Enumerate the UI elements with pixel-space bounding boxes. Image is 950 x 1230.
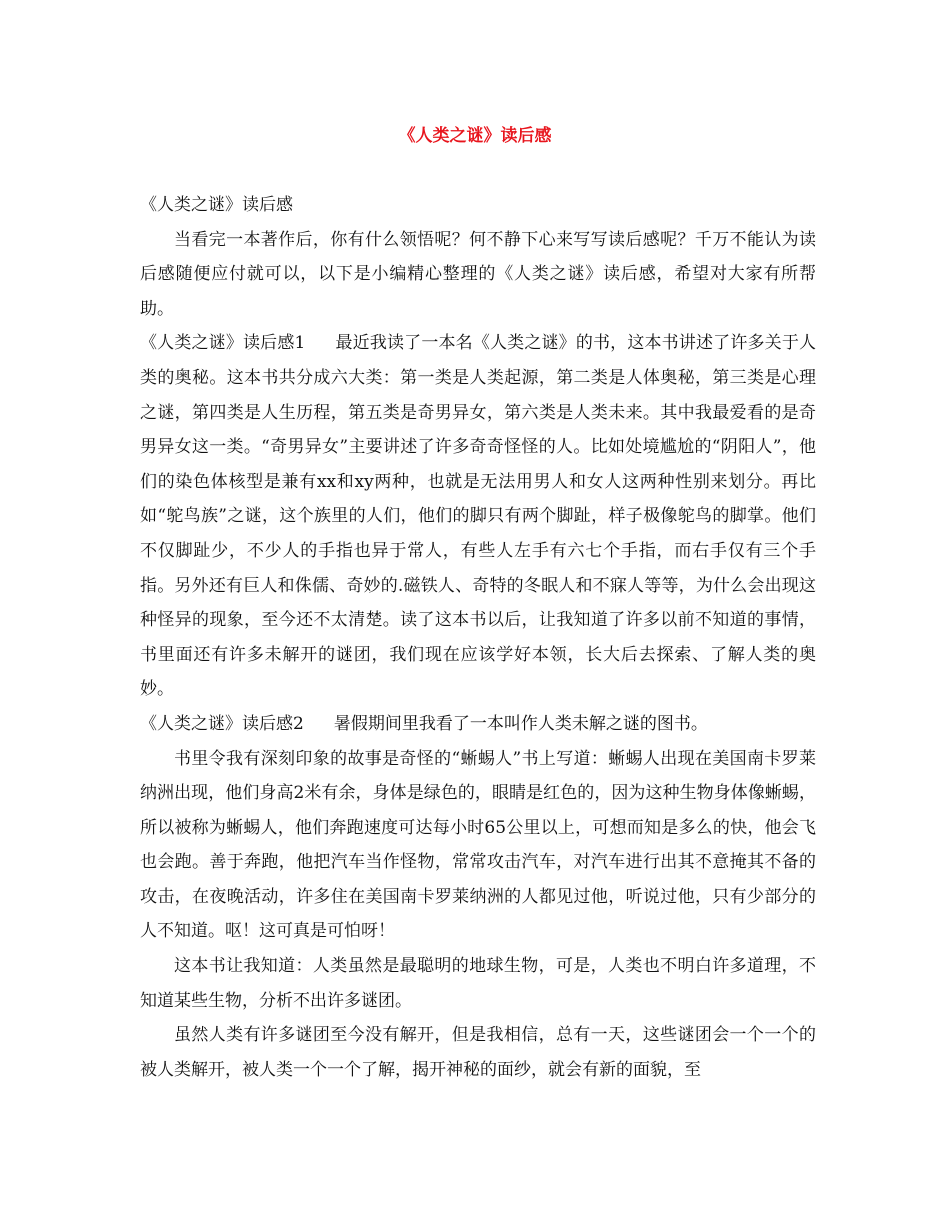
paragraph-intro: 当看完一本著作后，你有什么领悟呢？何不静下心来写写读后感呢？千万不能认为读后感随便应付就可以，以下是小编精心整理的《人类之谜》读后感，希望对大家有所帮助。 (140, 229, 816, 319)
document-title: 《人类之谜》读后感 (398, 126, 552, 146)
paragraph-review-2 (140, 707, 816, 742)
document-body (140, 188, 816, 1087)
review-1-text: 最近我读了一本名《人类之谜》的书，这本书讲述了许多关于人类的奥秘。这本书共分成六大类：第一类是人类起源，第二类是人体奥秘，第三类是心理之谜，第四类是人生历程，第五类是奇男异女，第六类是人类未来。其中我最爱看的是奇男异女这一类。“奇男异女”主要讲述了许多奇奇怪怪的人。比如处境尴尬的“阴阳人”，他们的染色体核型是兼有xx和xy两种，也就是无法用男人和女人这两种性别来划分。再比如“鸵鸟族”之谜，这个族里的人们，他们的脚只有两个脚趾，样子极像鸵鸟的脚掌。他们不仅脚趾少，不少人的手指也异于常人，有些人左手有六七个手指，而右手仅有三个手指。另外还有巨人和侏儒、奇妙的.磁铁人、奇特的冬眠人和不寐人等等，为什么会出现这种怪异的现象，至今还不太清楚。读了这本书以后，让我知道了许多以前不知道的事情，书里面还有许多未解开的谜团，我们现在应该学好本领，长大后去探索、了解人类的奥妙。 (140, 333, 816, 700)
paragraph-subtitle: 《人类之谜》读后感 (140, 195, 293, 215)
paragraph-review-1 (140, 326, 816, 707)
review-2-text: 暑假期间里我看了一本叫作人类未解之谜的图书。 (333, 713, 708, 734)
paragraph-lesson: 这本书让我知道：人类虽然是最聪明的地球生物，可是，人类也不明白许多道理，不知道某些生物，分析不出许多谜团。 (140, 956, 816, 1011)
review-2-heading: 《人类之谜》读后感2 (140, 713, 304, 734)
review-1-heading: 《人类之谜》读后感1 (140, 333, 306, 354)
paragraph-conclusion: 虽然人类有许多谜团至今没有解开，但是我相信，总有一天，这些谜团会一个一个的被人类解开，被人类一个一个了解，揭开神秘的面纱，就会有新的面貌，至 (140, 1025, 816, 1080)
paragraph-lizard-man: 书里令我有深刻印象的故事是奇怪的“蜥蜴人”书上写道：蜥蜴人出现在美国南卡罗莱纳洲出现，他们身高2米有余，身体是绿色的，眼睛是红色的，因为这种生物身体像蜥蜴，所以被称为蜥蜴人，他们奔跑速度可达每小时65公里以上，可想而知是多么的快，他会飞也会跑。善于奔跑，他把汽车当作怪物，常常攻击汽车，对汽车进行出其不意掩其不备的攻击，在夜晚活动，许多住在美国南卡罗莱纳洲的人都见过他，听说过他，只有少部分的人不知道。呕！这可真是可怕呀！ (140, 748, 816, 942)
